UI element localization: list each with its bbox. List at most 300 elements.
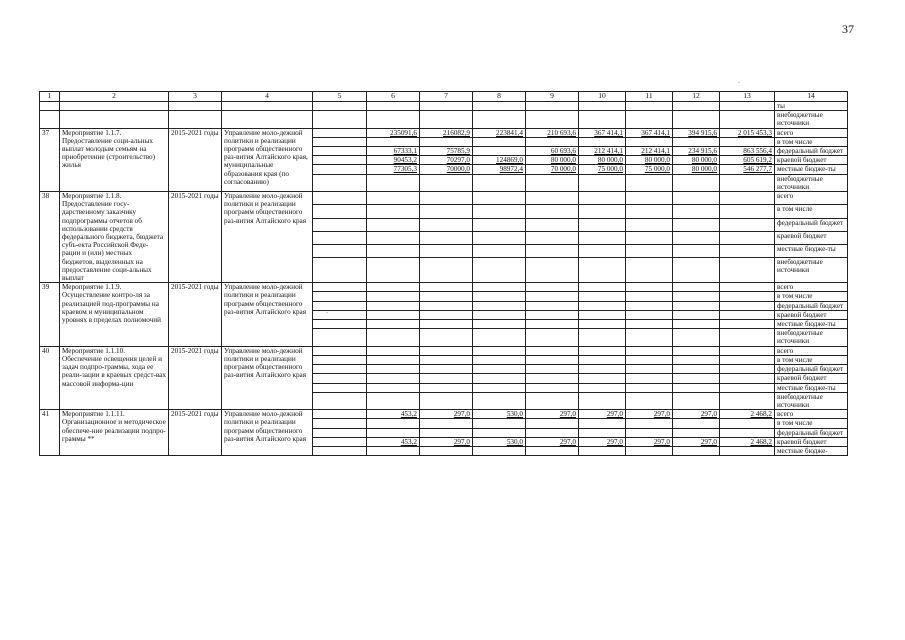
value-cell	[720, 428, 775, 437]
value-cell	[626, 218, 673, 231]
value-cell	[473, 205, 526, 218]
value-cell	[526, 165, 579, 174]
value-cell	[420, 355, 473, 364]
value-cell	[526, 218, 579, 231]
value-cell	[313, 205, 367, 218]
value-cell	[526, 365, 579, 374]
value-cell	[673, 192, 720, 205]
value-cell	[367, 310, 420, 319]
value-cell	[473, 392, 526, 409]
value-cell	[473, 174, 526, 191]
value-cell	[720, 165, 775, 174]
measure-number: 40	[40, 346, 60, 409]
value-cell	[420, 174, 473, 191]
value-text: 297,0	[453, 410, 470, 419]
empty-cell	[626, 111, 673, 128]
value-text: 2 468,2	[750, 437, 772, 446]
value-cell	[626, 365, 673, 374]
value-cell	[579, 218, 626, 231]
value-cell	[673, 218, 720, 231]
value-cell	[526, 392, 579, 409]
value-cell	[367, 428, 420, 437]
value-cell	[526, 301, 579, 310]
value-cell	[720, 258, 775, 283]
value-cell	[673, 392, 720, 409]
value-cell	[579, 128, 626, 137]
value-cell	[579, 205, 626, 218]
value-cell	[720, 392, 775, 409]
value-cell	[367, 128, 420, 137]
funding-source: внебюджетные источники	[775, 258, 848, 283]
value-text: 2 015 453,3	[737, 128, 772, 137]
column-header: 6	[367, 92, 420, 102]
value-cell	[526, 258, 579, 283]
empty-cell	[222, 111, 313, 128]
value-cell	[579, 301, 626, 310]
value-cell	[526, 231, 579, 244]
value-cell	[579, 365, 626, 374]
value-cell	[526, 355, 579, 364]
value-cell	[367, 410, 420, 419]
value-cell	[626, 419, 673, 428]
empty-cell	[579, 102, 626, 111]
value-cell	[526, 192, 579, 205]
value-cell	[626, 355, 673, 364]
value-cell	[720, 329, 775, 346]
value-cell	[313, 137, 367, 146]
table-row	[40, 346, 848, 355]
value-cell	[473, 244, 526, 257]
value-cell	[473, 419, 526, 428]
empty-cell	[526, 102, 579, 111]
measure-number: 39	[40, 283, 60, 346]
value-cell	[473, 292, 526, 301]
value-cell	[420, 292, 473, 301]
value-cell	[526, 292, 579, 301]
value-cell	[579, 165, 626, 174]
value-text: 98972,4	[499, 165, 523, 174]
measure-executor: Управление моло-дежной политики и реализации программ общественного раз-вития Алтайского края, муниципальные образования края (по согласованию)	[222, 128, 313, 191]
funding-source: всего	[775, 346, 848, 355]
value-cell	[526, 128, 579, 137]
value-cell	[720, 244, 775, 257]
empty-cell	[626, 102, 673, 111]
value-text: 216082,9	[443, 128, 470, 137]
value-cell	[626, 231, 673, 244]
value-cell	[313, 320, 367, 329]
value-cell	[626, 374, 673, 383]
value-cell	[313, 383, 367, 392]
value-cell	[367, 346, 420, 355]
value-cell	[720, 192, 775, 205]
value-cell	[313, 147, 367, 156]
value-cell	[720, 137, 775, 146]
empty-cell	[313, 102, 367, 111]
empty-cell	[420, 102, 473, 111]
value-cell	[473, 156, 526, 165]
value-cell	[420, 392, 473, 409]
value-text: 212 414,1	[594, 147, 623, 156]
value-cell	[720, 383, 775, 392]
value-cell	[420, 419, 473, 428]
value-cell	[420, 192, 473, 205]
value-cell	[313, 374, 367, 383]
value-cell	[313, 258, 367, 283]
value-cell	[673, 147, 720, 156]
value-cell	[420, 365, 473, 374]
value-cell	[473, 218, 526, 231]
value-cell	[367, 374, 420, 383]
funding-source: федеральный бюджет	[775, 365, 848, 374]
funding-source: в том числе	[775, 137, 848, 146]
value-cell	[673, 437, 720, 446]
value-cell	[579, 428, 626, 437]
value-cell	[579, 231, 626, 244]
table-row	[40, 410, 848, 419]
value-cell	[367, 258, 420, 283]
value-cell	[579, 410, 626, 419]
funding-source: внебюджетные источники	[775, 329, 848, 346]
value-text: 210 693,6	[547, 128, 576, 137]
value-cell	[420, 231, 473, 244]
measure-name: Мероприятие 1.1.9. Осуществление контро-ля за реализацией под-программы на краевом и муниципальном уровнях в пределах полномочий	[60, 283, 169, 346]
value-cell	[473, 128, 526, 137]
funding-source: всего	[775, 410, 848, 419]
value-cell	[673, 292, 720, 301]
value-cell	[626, 346, 673, 355]
funding-source: краевой бюджет	[775, 310, 848, 319]
value-text: 80 000,0	[691, 165, 717, 174]
value-cell	[579, 156, 626, 165]
measure-number: 37	[40, 128, 60, 191]
value-cell	[526, 383, 579, 392]
measure-years: 2015-2021 годы	[169, 283, 222, 346]
empty-cell	[367, 102, 420, 111]
funding-source: федеральный бюджет	[775, 301, 848, 310]
value-cell	[313, 244, 367, 257]
table-row	[40, 102, 848, 111]
value-text: 297,0	[606, 410, 623, 419]
value-cell	[720, 410, 775, 419]
value-cell	[673, 258, 720, 283]
value-cell	[720, 419, 775, 428]
value-cell	[313, 231, 367, 244]
value-text: 75785,9	[446, 147, 470, 156]
value-cell	[473, 165, 526, 174]
value-text: 394 915,6	[688, 128, 717, 137]
value-cell	[367, 137, 420, 146]
value-cell	[626, 147, 673, 156]
value-cell	[420, 410, 473, 419]
value-cell	[420, 374, 473, 383]
value-cell	[313, 292, 367, 301]
value-cell	[673, 231, 720, 244]
column-header: 11	[626, 92, 673, 102]
value-cell	[420, 128, 473, 137]
value-cell	[313, 128, 367, 137]
value-cell	[626, 383, 673, 392]
value-text: 367 414,1	[641, 128, 670, 137]
funding-source: краевой бюджет	[775, 437, 848, 446]
value-cell	[720, 446, 775, 455]
funding-source: в том числе	[775, 292, 848, 301]
measure-years: 2015-2021 годы	[169, 410, 222, 456]
column-header: 1	[40, 92, 60, 102]
value-cell	[473, 437, 526, 446]
value-cell	[579, 446, 626, 455]
value-cell	[473, 374, 526, 383]
value-cell	[579, 258, 626, 283]
value-cell	[313, 283, 367, 292]
column-header: 7	[420, 92, 473, 102]
value-cell	[313, 428, 367, 437]
measure-years: 2015-2021 годы	[169, 346, 222, 409]
value-cell	[313, 174, 367, 191]
value-cell	[626, 174, 673, 191]
funding-source: федеральный бюджет	[775, 218, 848, 231]
value-cell	[626, 320, 673, 329]
value-cell	[673, 165, 720, 174]
value-cell	[473, 428, 526, 437]
value-cell	[673, 244, 720, 257]
value-cell	[579, 437, 626, 446]
empty-cell	[473, 111, 526, 128]
value-cell	[626, 410, 673, 419]
value-cell	[626, 437, 673, 446]
value-text: 80 000,0	[691, 156, 717, 165]
value-text: 367 414,1	[594, 128, 623, 137]
value-cell	[526, 329, 579, 346]
value-cell	[579, 419, 626, 428]
empty-cell	[40, 111, 60, 128]
value-cell	[420, 346, 473, 355]
value-cell	[526, 346, 579, 355]
empty-cell	[526, 111, 579, 128]
column-header: 5	[313, 92, 367, 102]
value-cell	[367, 231, 420, 244]
value-text: 77305,3	[393, 165, 417, 174]
measure-name: Мероприятие 1.1.8. Предоставление госу-дарственному заказчику подпрограммы отчетов об использовании средств федерального бюджета, бюджета субъ-екта Российской Феде-рации и (или) местных бюджетов, выделенных на предоставление соци-альных выплат	[60, 192, 169, 283]
value-cell	[720, 231, 775, 244]
empty-cell	[40, 102, 60, 111]
value-text: 70 000,0	[550, 165, 576, 174]
measure-executor: Управление моло-дежной политики и реализации программ общественного раз-вития Алтайского края	[222, 192, 313, 283]
value-cell	[420, 446, 473, 455]
value-cell	[626, 128, 673, 137]
value-cell	[720, 301, 775, 310]
value-cell	[626, 137, 673, 146]
value-cell	[673, 346, 720, 355]
value-cell	[420, 437, 473, 446]
column-header: 9	[526, 92, 579, 102]
value-cell	[367, 205, 420, 218]
value-cell	[579, 283, 626, 292]
value-text: 297,0	[559, 410, 576, 419]
value-cell	[367, 355, 420, 364]
value-cell	[579, 174, 626, 191]
value-text: 223841,4	[496, 128, 523, 137]
funding-source: внебюджетные источники	[775, 392, 848, 409]
value-cell	[367, 383, 420, 392]
value-cell	[720, 283, 775, 292]
value-cell	[720, 437, 775, 446]
funding-source: внебюджетные источники	[775, 174, 848, 191]
value-cell	[626, 428, 673, 437]
value-cell	[673, 329, 720, 346]
value-cell	[673, 156, 720, 165]
value-cell	[313, 192, 367, 205]
funding-source: в том числе	[775, 419, 848, 428]
value-cell	[313, 329, 367, 346]
funding-source: местные бюдже-	[775, 446, 848, 455]
value-cell	[420, 156, 473, 165]
value-cell	[626, 165, 673, 174]
value-cell	[720, 310, 775, 319]
funding-source: всего	[775, 128, 848, 137]
value-cell	[367, 392, 420, 409]
value-cell	[473, 310, 526, 319]
empty-cell	[60, 102, 169, 111]
value-text: 67333,1	[393, 147, 417, 156]
measure-number: 38	[40, 192, 60, 283]
value-cell	[720, 147, 775, 156]
empty-cell	[169, 111, 222, 128]
value-cell	[473, 283, 526, 292]
value-cell	[367, 218, 420, 231]
value-cell	[626, 244, 673, 257]
empty-cell	[720, 102, 775, 111]
value-cell	[420, 383, 473, 392]
value-cell	[673, 410, 720, 419]
column-header: 4	[222, 92, 313, 102]
empty-cell	[367, 111, 420, 128]
value-text: 235091,6	[390, 128, 417, 137]
value-cell	[420, 283, 473, 292]
empty-cell	[60, 111, 169, 128]
table-row	[40, 111, 848, 128]
value-cell	[473, 410, 526, 419]
measure-executor: Управление моло-дежной политики и реализации программ общественного раз-вития Алтайского края	[222, 410, 313, 456]
value-text: 297,0	[700, 410, 717, 419]
value-cell	[720, 346, 775, 355]
value-cell	[420, 244, 473, 257]
value-cell	[473, 329, 526, 346]
funding-source: всего	[775, 283, 848, 292]
value-cell	[526, 374, 579, 383]
value-text: 530,0	[506, 437, 523, 446]
column-header: 14	[775, 92, 848, 102]
value-cell	[526, 137, 579, 146]
value-cell	[473, 137, 526, 146]
stray-mark: .	[738, 76, 740, 85]
value-cell	[626, 192, 673, 205]
value-text: 80 000,0	[597, 156, 623, 165]
value-text: 297,0	[653, 437, 670, 446]
funding-source: всего	[775, 192, 848, 205]
measure-number: 41	[40, 410, 60, 456]
value-cell	[526, 147, 579, 156]
value-cell	[420, 310, 473, 319]
value-cell	[420, 147, 473, 156]
value-cell	[367, 437, 420, 446]
value-cell	[626, 392, 673, 409]
value-cell	[626, 310, 673, 319]
value-cell	[473, 301, 526, 310]
value-cell	[579, 346, 626, 355]
value-cell	[367, 320, 420, 329]
measure-executor: Управление моло-дежной политики и реализации программ общественного раз-вития Алтайского края	[222, 346, 313, 409]
measure-years: 2015-2021 годы	[169, 192, 222, 283]
value-cell	[420, 320, 473, 329]
value-text: 297,0	[559, 437, 576, 446]
value-cell	[673, 365, 720, 374]
empty-cell	[579, 111, 626, 128]
value-cell	[526, 174, 579, 191]
value-cell	[720, 320, 775, 329]
budget-table	[39, 91, 848, 456]
value-text: 90453,2	[393, 156, 417, 165]
value-text: 70297,0	[446, 156, 470, 165]
value-cell	[313, 419, 367, 428]
value-cell	[473, 231, 526, 244]
value-cell	[720, 174, 775, 191]
value-cell	[626, 292, 673, 301]
value-cell	[367, 446, 420, 455]
value-text: 297,0	[700, 437, 717, 446]
value-cell	[367, 301, 420, 310]
measure-years: 2015-2021 годы	[169, 128, 222, 191]
value-cell	[313, 355, 367, 364]
value-text: 530,0	[506, 410, 523, 419]
value-text: 453,2	[400, 437, 417, 446]
value-cell	[579, 374, 626, 383]
funding-source: федеральный бюджет	[775, 147, 848, 156]
value-cell	[673, 174, 720, 191]
funding-source: федеральный бюджет	[775, 428, 848, 437]
value-text: 80 000,0	[644, 156, 670, 165]
value-cell	[526, 446, 579, 455]
value-cell	[473, 446, 526, 455]
value-cell	[313, 165, 367, 174]
empty-cell	[222, 102, 313, 111]
funding-source: в том числе	[775, 355, 848, 364]
value-text: 297,0	[453, 437, 470, 446]
value-cell	[579, 320, 626, 329]
funding-source: в том числе	[775, 205, 848, 218]
value-cell	[313, 156, 367, 165]
value-cell	[367, 192, 420, 205]
funding-source: краевой бюджет	[775, 156, 848, 165]
value-cell	[420, 218, 473, 231]
value-text: 605 619,2	[743, 156, 772, 165]
value-cell	[313, 446, 367, 455]
value-text: 70000,0	[446, 165, 470, 174]
empty-cell	[473, 102, 526, 111]
value-cell	[673, 419, 720, 428]
value-text: 546 277,7	[743, 165, 772, 174]
value-cell	[673, 446, 720, 455]
value-cell	[579, 392, 626, 409]
value-cell	[579, 383, 626, 392]
column-header: 8	[473, 92, 526, 102]
value-cell	[473, 192, 526, 205]
value-cell	[720, 128, 775, 137]
column-header: 12	[673, 92, 720, 102]
value-cell	[626, 156, 673, 165]
value-cell	[526, 283, 579, 292]
value-cell	[473, 147, 526, 156]
value-cell	[579, 310, 626, 319]
